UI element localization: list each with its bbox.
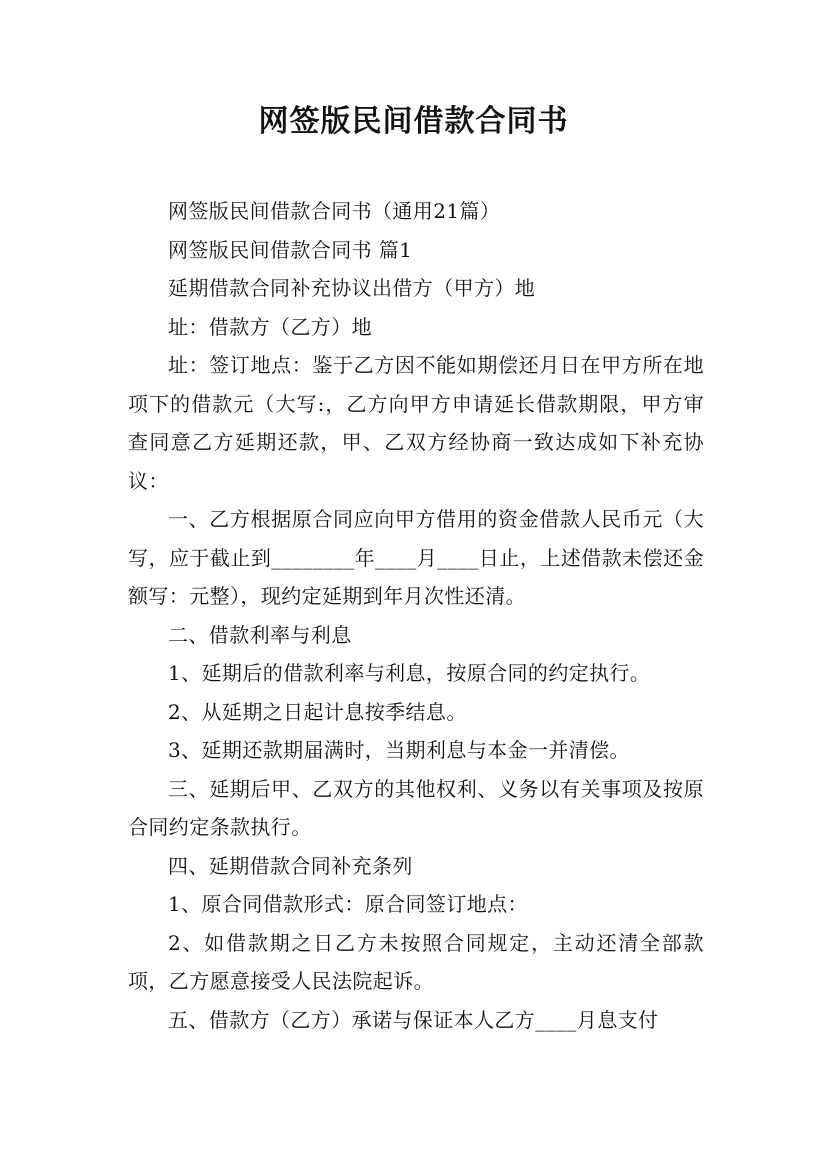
paragraph: 2、如借款期之日乙方未按照合同规定，主动还清全部款项，乙方愿意接受人民法院起诉。 xyxy=(128,930,704,993)
paragraph: 一、乙方根据原合同应向甲方借用的资金借款人民币元（大写，应于截止到________年____月____日止，上述借款未偿还金额写：元整），现约定延期到年月次性还清。 xyxy=(128,507,704,608)
paragraph: 三、延期后甲、乙双方的其他权利、义务以有关事项及按原合同约定条款执行。 xyxy=(128,776,704,839)
paragraph: 二、借款利率与利息 xyxy=(168,622,352,647)
paragraph-heading: 网签版民间借款合同书（通用21篇） xyxy=(168,199,501,223)
paragraph: 延期借款合同补充协议出借方（甲方）地 xyxy=(168,276,536,300)
paragraph: 址：签订地点：鉴于乙方因不能如期偿还月日在甲方所在地项下的借款元（大写:，乙方向甲方申请延长借款期限，甲方审查同意乙方延期还款，甲、乙双方经协商一致达成如下补充协议： xyxy=(128,353,704,493)
paragraph-section-title: 网签版民间借款合同书 篇1 xyxy=(168,237,413,262)
document-title: 网签版民间借款合同书 xyxy=(258,104,569,139)
paragraph: 2、从延期之日起计息按季结息。 xyxy=(168,699,467,724)
paragraph: 址：借款方（乙方）地 xyxy=(168,314,372,339)
paragraph: 五、借款方（乙方）承诺与保证本人乙方____月息支付 xyxy=(168,1007,659,1032)
paragraph: 3、延期还款期届满时，当期利息与本金一并清偿。 xyxy=(168,738,630,762)
paragraph: 1、延期后的借款利率与利息，按原合同的约定执行。 xyxy=(168,661,651,685)
document-body xyxy=(128,192,704,1039)
paragraph: 1、原合同借款形式：原合同签订地点： xyxy=(168,892,528,916)
paragraph: 四、延期借款合同补充条列 xyxy=(168,853,413,878)
